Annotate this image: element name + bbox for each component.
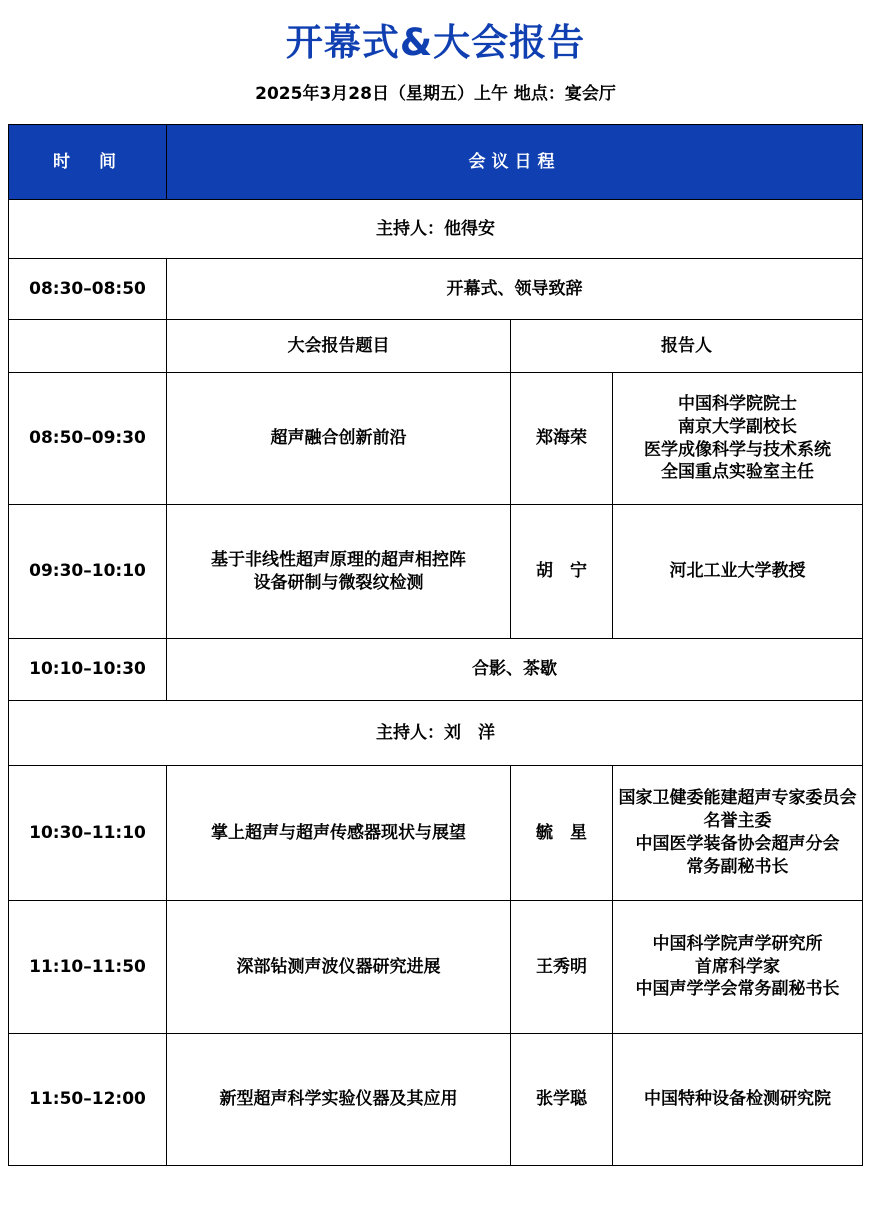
header-time: 时 间 bbox=[9, 125, 167, 200]
org-line: 名誉主委 bbox=[703, 811, 772, 832]
org-line: 中国科学院院士 bbox=[678, 393, 798, 414]
agenda-cell: 合影、茶歇 bbox=[167, 639, 863, 701]
agenda-table bbox=[8, 124, 863, 1166]
table-row bbox=[9, 639, 863, 701]
org-cell bbox=[613, 901, 863, 1034]
org-line: 中国医学装备协会超声分会 bbox=[635, 834, 840, 854]
org-line: 全国重点实验室主任 bbox=[661, 462, 815, 483]
table-row bbox=[9, 373, 863, 505]
header-agenda: 会议日程 bbox=[167, 125, 863, 200]
org-line: 中国科学院声学研究所 bbox=[652, 933, 823, 954]
org-line: 国家卫健委能建超声专家委员会 bbox=[618, 788, 857, 809]
subheader-topic: 大会报告题目 bbox=[167, 320, 511, 373]
speaker-cell: 王秀明 bbox=[511, 901, 613, 1034]
table-row bbox=[9, 766, 863, 901]
time-cell: 10:30–11:10 bbox=[9, 766, 167, 901]
page-title: 开幕式&大会报告 bbox=[285, 21, 586, 64]
time-cell: 11:10–11:50 bbox=[9, 901, 167, 1034]
time-cell: 10:10–10:30 bbox=[9, 639, 167, 701]
org-line: 首席科学家 bbox=[695, 956, 781, 977]
topic-line: 设备研制与微裂纹检测 bbox=[253, 572, 424, 593]
time-cell: 11:50–12:00 bbox=[9, 1034, 167, 1166]
time-cell: 08:50–09:30 bbox=[9, 373, 167, 505]
org-line: 河北工业大学教授 bbox=[669, 561, 806, 582]
topic-cell: 掌上超声与超声传感器现状与展望 bbox=[167, 766, 511, 901]
table-row bbox=[9, 259, 863, 320]
org-cell bbox=[613, 766, 863, 901]
topic-cell: 新型超声科学实验仪器及其应用 bbox=[167, 1034, 511, 1166]
org-line: 中国声学学会常务副秘书长 bbox=[635, 979, 840, 1000]
time-cell: 09:30–10:10 bbox=[9, 505, 167, 639]
host-label: 主持人：他得安 bbox=[9, 200, 863, 259]
agenda-cell: 开幕式、领导致辞 bbox=[167, 259, 863, 320]
org-cell bbox=[613, 1034, 863, 1166]
speaker-cell: 郑海荣 bbox=[511, 373, 613, 505]
speaker-cell: 毓 星 bbox=[511, 766, 613, 901]
table-row bbox=[9, 1034, 863, 1166]
empty-cell bbox=[9, 320, 167, 373]
table-row bbox=[9, 505, 863, 639]
table-row bbox=[9, 901, 863, 1034]
topic-line: 基于非线性超声原理的超声相控阵 bbox=[211, 549, 466, 570]
org-line: 医学成像科学与技术系统 bbox=[644, 439, 832, 460]
host-label: 主持人：刘 洋 bbox=[9, 701, 863, 766]
subheader-speaker: 报告人 bbox=[511, 320, 863, 373]
speaker-cell: 胡 宁 bbox=[511, 505, 613, 639]
topic-cell: 深部钻测声波仪器研究进展 bbox=[167, 901, 511, 1034]
topic-cell: 超声融合创新前沿 bbox=[167, 373, 511, 505]
topic-cell bbox=[167, 505, 511, 639]
host-row bbox=[9, 200, 863, 259]
org-cell bbox=[613, 373, 863, 505]
org-line: 中国特种设备检测研究院 bbox=[644, 1089, 832, 1110]
speaker-cell: 张学聪 bbox=[511, 1034, 613, 1166]
table-header-row bbox=[9, 125, 863, 200]
subheader-row bbox=[9, 320, 863, 373]
time-cell: 08:30–08:50 bbox=[9, 259, 167, 320]
org-cell bbox=[613, 505, 863, 639]
org-line: 南京大学副校长 bbox=[678, 416, 798, 437]
host-row bbox=[9, 701, 863, 766]
page-subtitle: 2025年3月28日（星期五）上午 地点：宴会厅 bbox=[255, 84, 616, 104]
org-line: 常务副秘书长 bbox=[686, 856, 789, 877]
